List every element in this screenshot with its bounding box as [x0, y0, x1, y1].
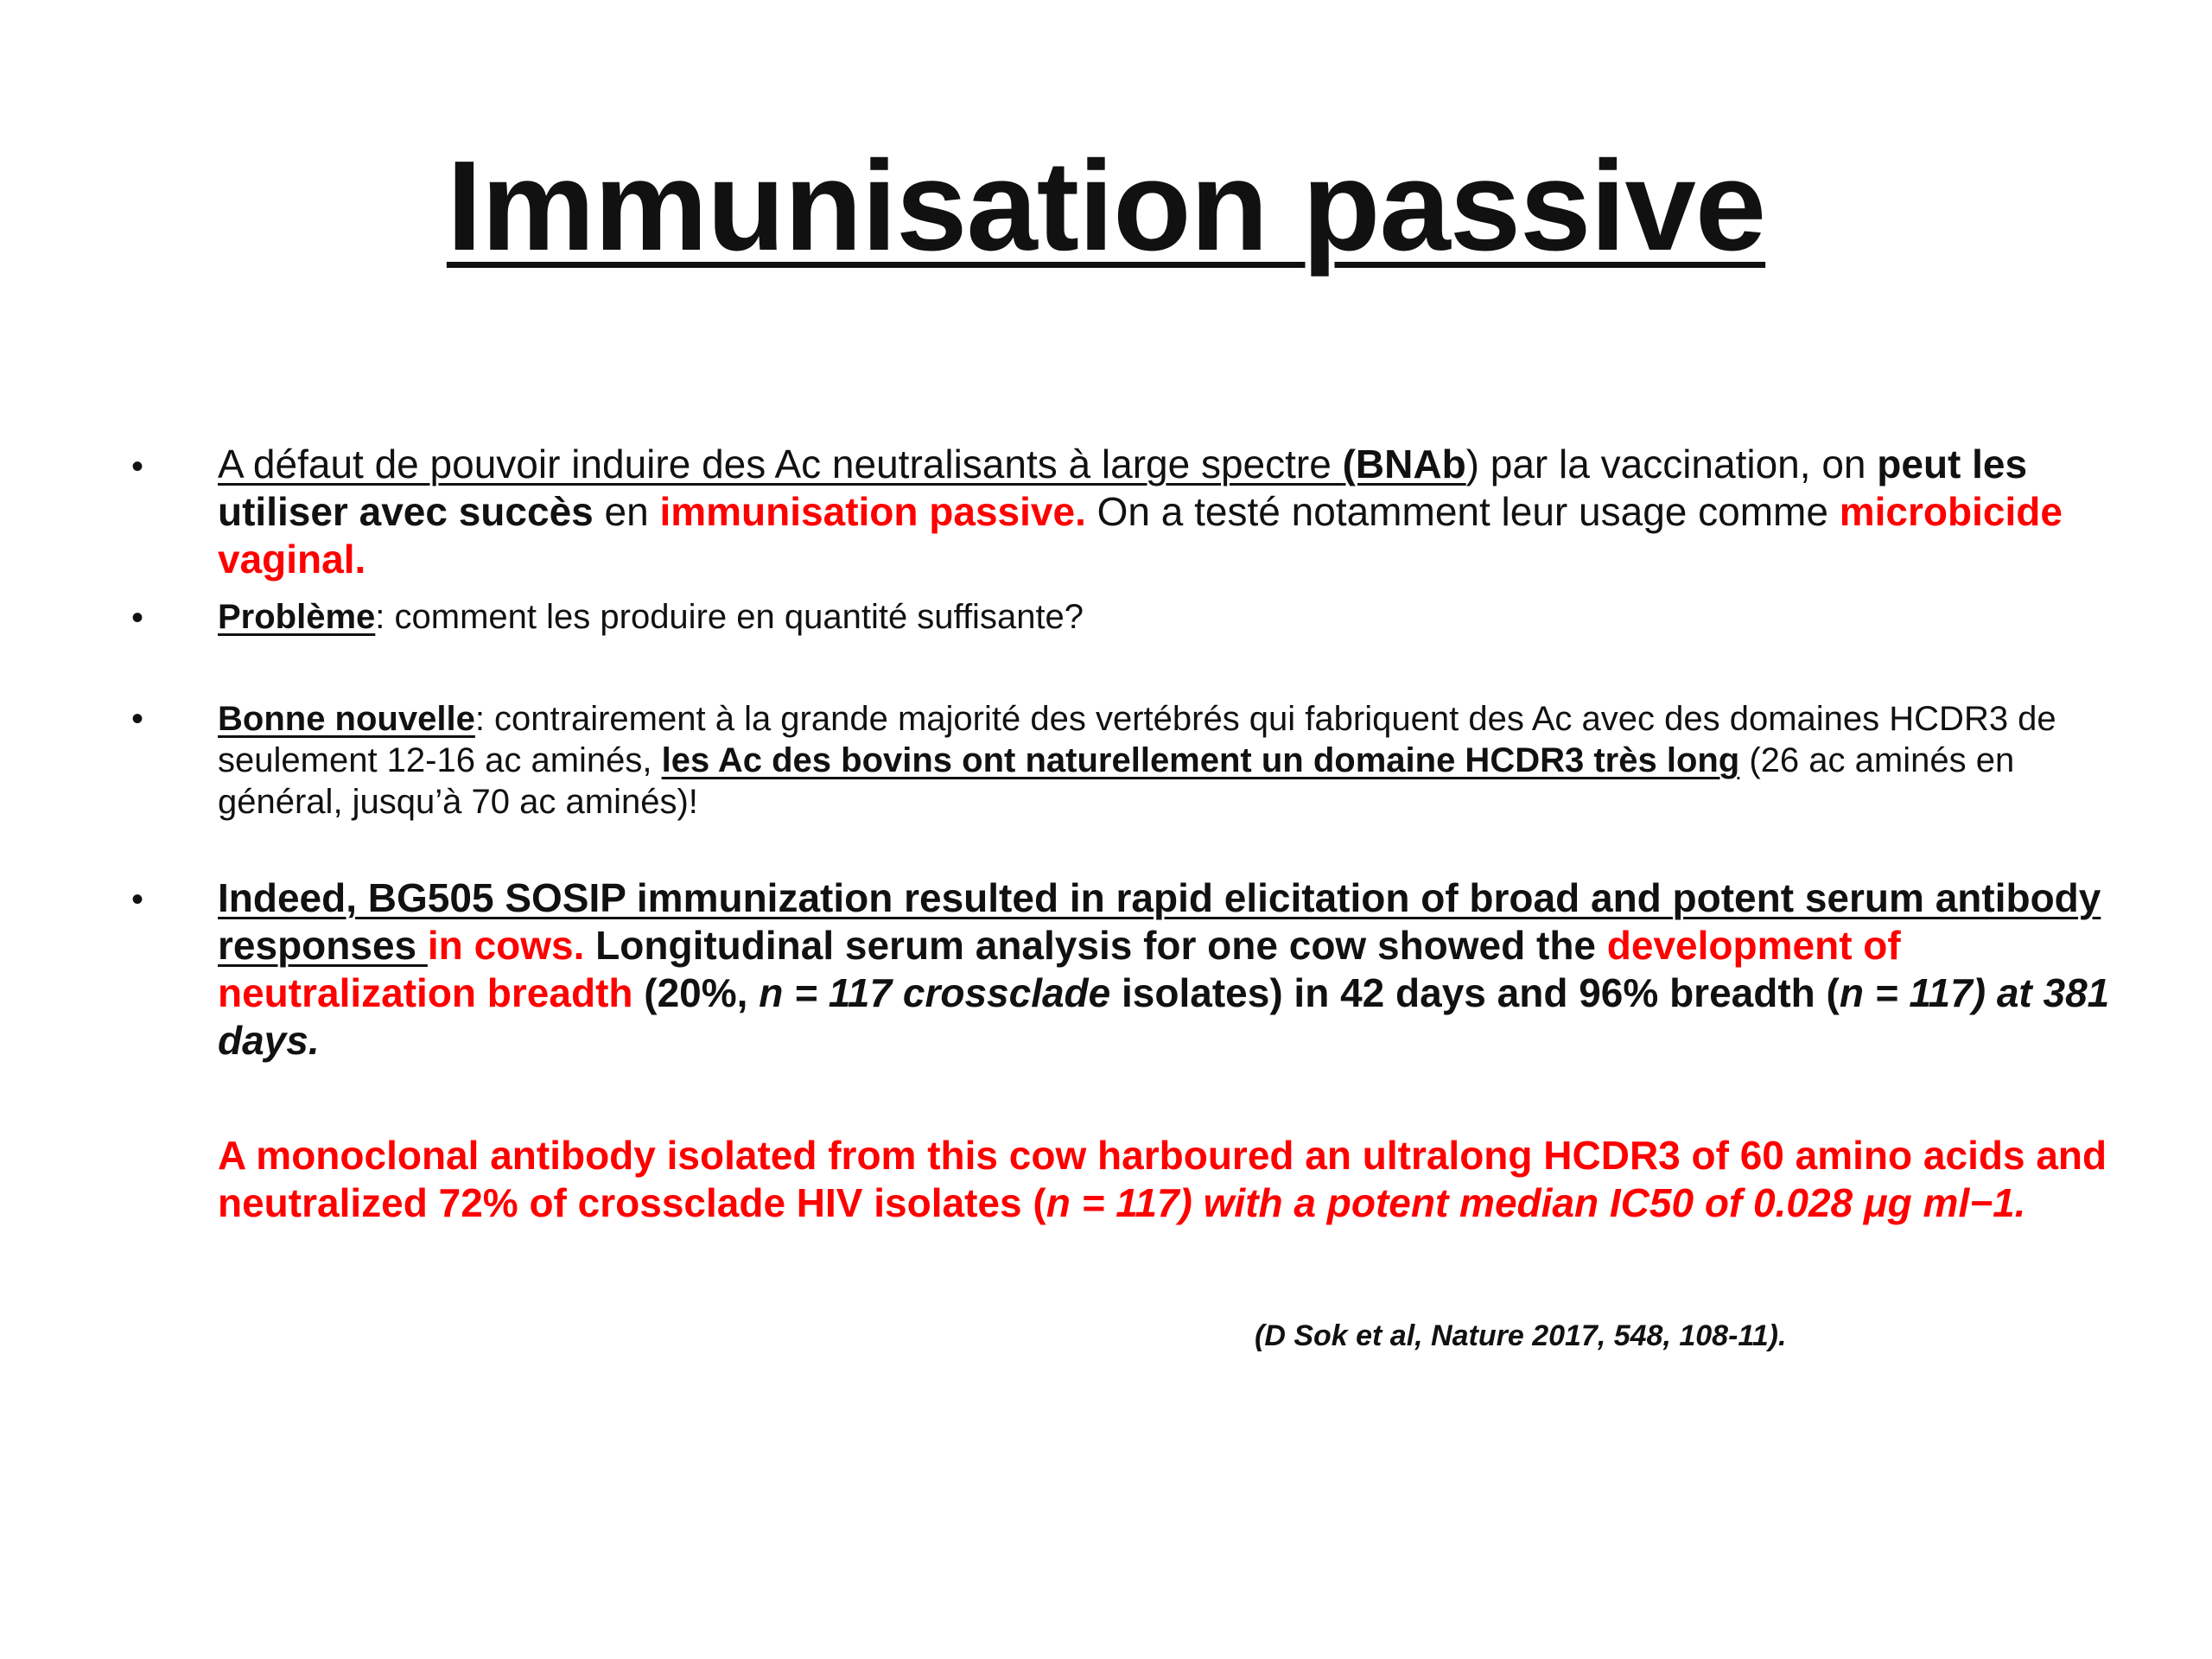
bullet-probleme: Problème: comment les produire en quantité suffisante? — [218, 598, 1084, 636]
bullet-bnab-passive-immunisation: A défaut de pouvoir induire des Ac neutralisants à large spectre (BNAb) par la vaccination, on peut les utiliser avec succès en immunisation passive. On a testé notamment leur usage comme microbicide vaginal. — [218, 442, 2063, 582]
citation-reference: (D Sok et al, Nature 2017, 548, 108-11). — [1255, 1319, 1787, 1352]
page-title: Immunisation passive — [446, 135, 1766, 277]
bullet-marker: • — [131, 700, 144, 738]
bullet-bg505-sosip-cows: Indeed, BG505 SOSIP immunization resulted in rapid elicitation of broad and potent serum antibody responses in cows. Longitudinal serum analysis for one cow showed the development of neutralization breadth (20%, n = 117 crossclade isolates) in 42 days and 96% breadth (n = 117) at 381 days. — [218, 875, 2110, 1063]
bullet-bonne-nouvelle: Bonne nouvelle: contrairement à la grande majorité des vertébrés qui fabriquent des Ac avec des domaines HCDR3 de seulement 12-16 ac aminés, les Ac des bovins ont naturellement un domaine HCDR3 très long (26 ac aminés en général, jusqu’à 70 ac aminés)! — [218, 700, 2056, 821]
bullet-marker: • — [131, 880, 144, 918]
bullet-marker: • — [131, 448, 144, 486]
bullet-marker: • — [131, 599, 144, 637]
paragraph-monoclonal-antibody: A monoclonal antibody isolated from this cow harboured an ultralong HCDR3 of 60 amino acids and neutralized 72% of crossclade HIV isolates (n = 117) with a potent median IC50 of 0.028 μg ml−1. — [218, 1133, 2107, 1225]
